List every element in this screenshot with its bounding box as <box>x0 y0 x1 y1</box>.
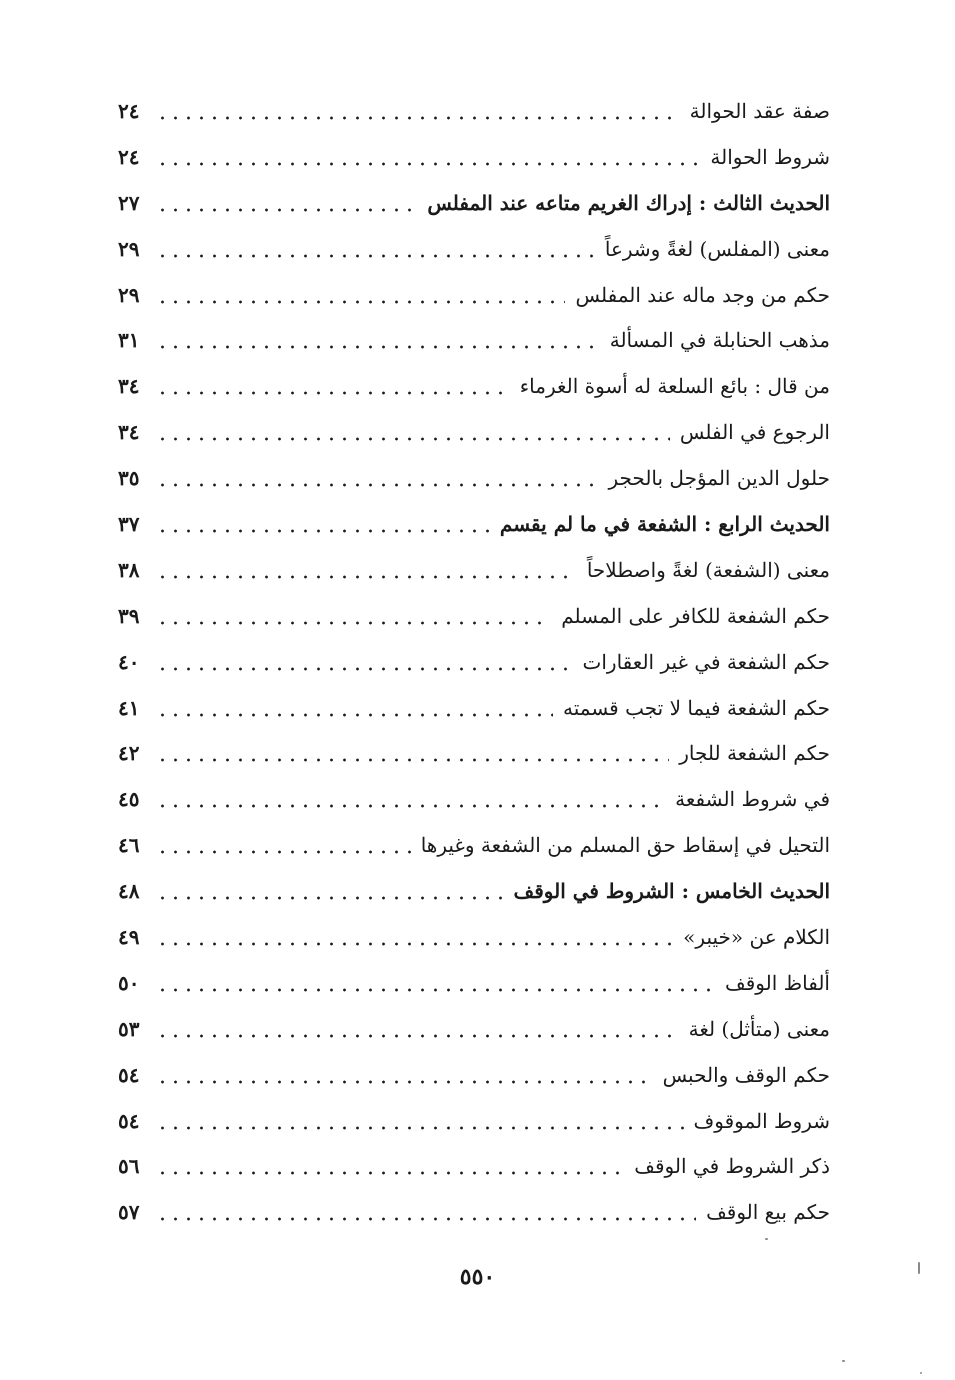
toc-entry-title: الرجوع في الفلس <box>679 420 830 445</box>
toc-page-number: ٤٠ <box>118 649 140 674</box>
toc-page-number: ٢٧ <box>118 190 140 215</box>
toc-page-number: ٤٨ <box>118 879 140 904</box>
table-of-contents <box>118 88 830 1235</box>
toc-page-number: ٢٩ <box>118 236 140 261</box>
toc-page-number: ٣٤ <box>118 374 140 399</box>
toc-entry-title: الكلام عن «خيبر» <box>683 924 830 949</box>
toc-page-number: ٢٤ <box>118 98 140 123</box>
toc-entry-title: الحديث الرابع : الشفعة في ما لم يقسم <box>499 511 830 536</box>
toc-entry <box>118 1189 830 1235</box>
toc-entry-title: الحديث الخامس : الشروط في الوقف <box>513 879 830 904</box>
toc-entry <box>118 914 830 960</box>
dot-leader <box>156 101 680 121</box>
toc-page-number: ٥٣ <box>118 1016 140 1041</box>
dot-leader <box>156 560 577 580</box>
toc-entry <box>118 226 830 272</box>
toc-page-number: ٣١ <box>118 328 140 353</box>
toc-entry-title: حلول الدين المؤجل بالحجر <box>608 466 830 491</box>
page-number-footer: ٥٥٠ <box>459 1264 496 1290</box>
dot-leader <box>156 193 417 213</box>
toc-entry-title: شروط الموقوف <box>693 1108 830 1133</box>
toc-entry-title: من قال : بائع السلعة له أسوة الغرماء <box>519 374 830 399</box>
toc-entry-title: في شروط الشفعة <box>675 787 830 812</box>
toc-entry-title: معنى (المفلس) لغةً وشرعاً <box>604 236 830 261</box>
toc-entry-title: ذكر الشروط في الوقف <box>634 1154 830 1179</box>
toc-entry <box>118 547 830 593</box>
toc-entry-title: معنى (متأثل) لغة <box>688 1016 830 1041</box>
toc-entry <box>118 960 830 1006</box>
toc-page-number: ٣٩ <box>118 603 140 628</box>
scan-speck <box>842 1360 845 1362</box>
toc-entry <box>118 1052 830 1098</box>
toc-entry <box>118 134 830 180</box>
dot-leader <box>156 514 490 534</box>
toc-entry <box>118 455 830 501</box>
toc-entry-title: معنى (الشفعة) لغةً واصطلاحاً <box>586 557 830 582</box>
toc-page-number: ٢٤ <box>118 144 140 169</box>
toc-entry <box>118 593 830 639</box>
toc-entry <box>118 639 830 685</box>
toc-section-heading <box>118 501 830 547</box>
toc-page-number: ٥٦ <box>118 1154 140 1179</box>
toc-page-number: ٥٧ <box>118 1200 140 1225</box>
toc-page-number: ٣٤ <box>118 420 140 445</box>
dot-leader <box>156 147 700 167</box>
toc-entry <box>118 822 830 868</box>
toc-entry-title: شروط الحوالة <box>710 144 830 169</box>
toc-entry <box>118 363 830 409</box>
dot-leader <box>156 927 673 947</box>
toc-entry-title: ألفاظ الوقف <box>725 970 830 995</box>
toc-entry-title: الحديث الثالث : إدراك الغريم متاعه عند المفلس <box>427 190 830 215</box>
toc-page-number: ٣٧ <box>118 511 140 536</box>
toc-entry <box>118 730 830 776</box>
dot-leader <box>156 1111 684 1131</box>
scan-speck <box>920 1372 922 1374</box>
toc-entry <box>118 1006 830 1052</box>
toc-entry-title: حكم الشفعة للكافر على المسلم <box>561 603 830 628</box>
dot-leader <box>156 835 411 855</box>
dot-leader <box>156 606 551 626</box>
toc-entry <box>118 1098 830 1144</box>
dot-leader <box>156 698 553 718</box>
toc-page-number: ٤٦ <box>118 833 140 858</box>
toc-page-number: ٢٩ <box>118 282 140 307</box>
toc-entry <box>118 776 830 822</box>
toc-section-heading <box>118 868 830 914</box>
dot-leader <box>156 285 565 305</box>
toc-entry-title: التحيل في إسقاط حق المسلم من الشفعة وغيرها <box>420 833 830 858</box>
toc-page-number: ٤١ <box>118 695 140 720</box>
toc-page-number: ٣٨ <box>118 557 140 582</box>
dot-leader <box>156 973 715 993</box>
toc-entry <box>118 685 830 731</box>
toc-entry <box>118 1143 830 1189</box>
toc-entry-title: حكم الوقف والحبس <box>662 1062 830 1087</box>
dot-leader <box>156 881 504 901</box>
toc-entry-title: صفة عقد الحوالة <box>689 98 830 123</box>
toc-entry <box>118 88 830 134</box>
dot-leader <box>156 1065 653 1085</box>
dot-leader <box>156 652 573 672</box>
toc-entry-title: حكم الشفعة للجار <box>679 741 830 766</box>
dot-leader <box>156 376 510 396</box>
toc-entry-title: حكم الشفعة في غير العقارات <box>582 649 830 674</box>
dot-leader <box>156 239 595 259</box>
dot-leader <box>156 789 665 809</box>
toc-page-number: ٤٢ <box>118 741 140 766</box>
toc-entry <box>118 409 830 455</box>
toc-entry-title: حكم من وجد ماله عند المفلس <box>575 282 830 307</box>
dot-leader <box>156 1019 679 1039</box>
dot-leader <box>156 330 600 350</box>
toc-page-number: ٤٩ <box>118 924 140 949</box>
toc-entry-title: حكم الشفعة فيما لا تجب قسمته <box>563 695 830 720</box>
toc-page-number: ٥٠ <box>118 970 140 995</box>
toc-page-number: ٤٥ <box>118 787 140 812</box>
toc-entry <box>118 317 830 363</box>
toc-page-number: ٥٤ <box>118 1062 140 1087</box>
dot-leader <box>156 1156 624 1176</box>
toc-page-number: ٣٥ <box>118 466 140 491</box>
dot-leader <box>156 743 669 763</box>
dot-leader <box>156 1202 696 1222</box>
dot-leader <box>156 422 670 442</box>
toc-entry-title: مذهب الحنابلة في المسألة <box>609 328 830 353</box>
toc-entry <box>118 272 830 318</box>
toc-section-heading <box>118 180 830 226</box>
scan-speck <box>765 1238 768 1240</box>
scan-speck <box>918 1262 920 1274</box>
toc-page-number: ٥٤ <box>118 1108 140 1133</box>
toc-entry-title: حكم بيع الوقف <box>706 1200 830 1225</box>
dot-leader <box>156 468 598 488</box>
